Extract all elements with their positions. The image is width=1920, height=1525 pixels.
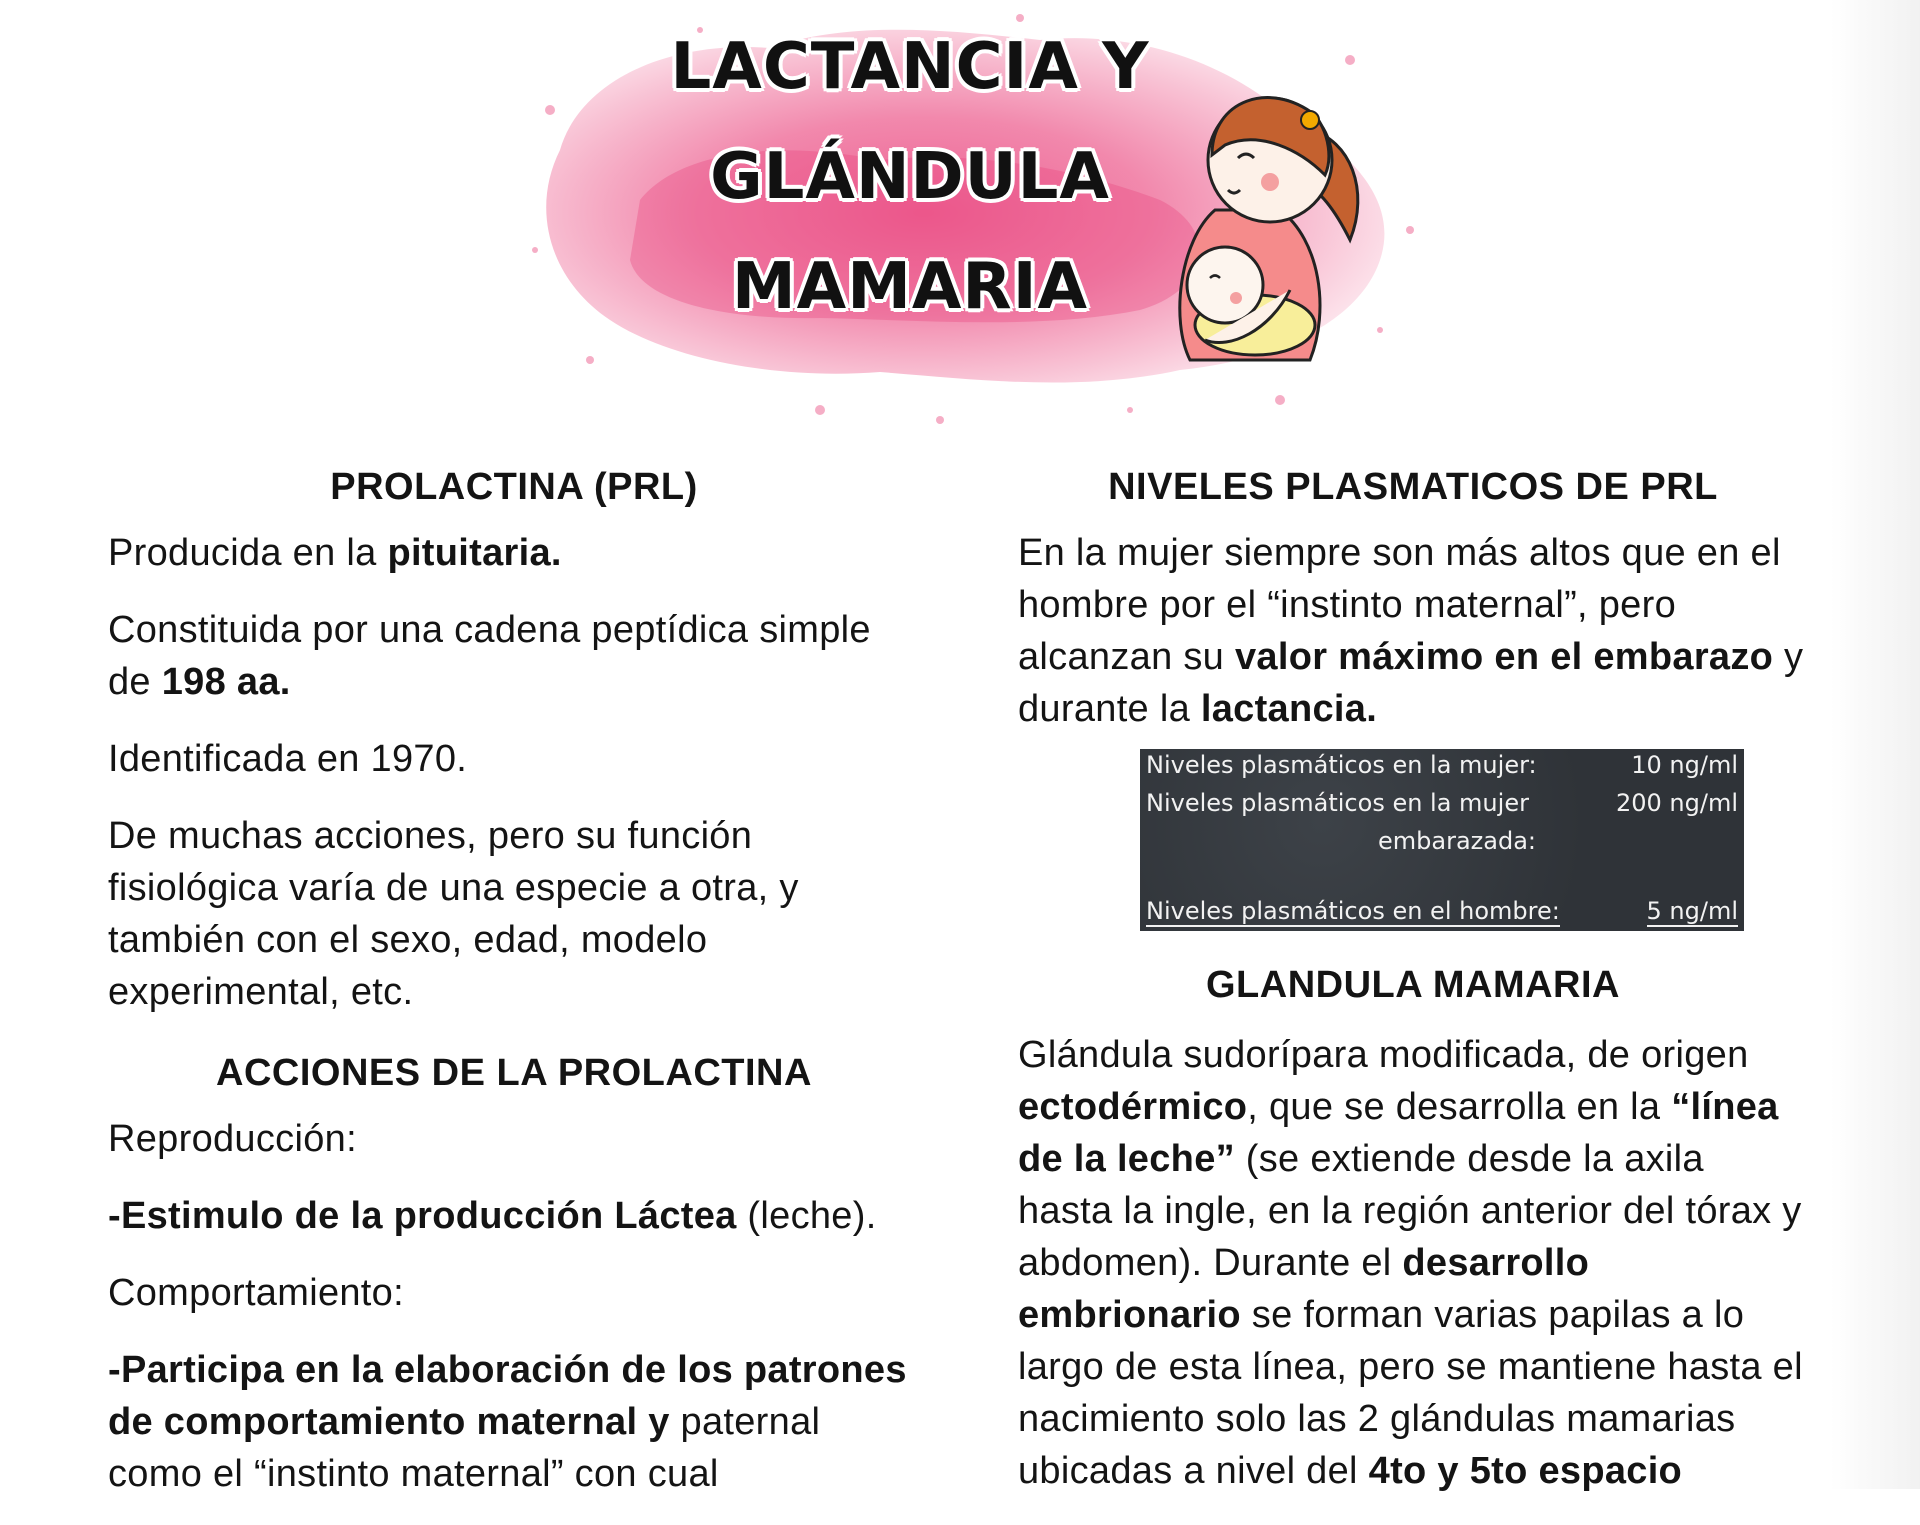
header-banner bbox=[520, 0, 1440, 440]
left-column bbox=[108, 455, 920, 1525]
niveles-paragraph: En la mujer siempre son más altos que en el hombre por el “instinto maternal”, pero alcanzan su valor máximo en el embarazo y durante la lactancia. bbox=[1018, 532, 1804, 730]
estimulo-paragraph: -Estimulo de la producción Láctea (leche). bbox=[108, 1195, 877, 1237]
table-row-label: Niveles plasmáticos en la mujer bbox=[1146, 789, 1529, 817]
acciones-heading: ACCIONES DE LA PROLACTINA bbox=[216, 1052, 812, 1094]
title-line-2: GLÁNDULA bbox=[710, 140, 1110, 214]
prolactina-structure-paragraph: Constituida por una cadena peptídica simple de 198 aa. bbox=[108, 609, 871, 703]
page-edge-shadow bbox=[1830, 0, 1920, 1489]
prolactina-identified-paragraph: Identificada en 1970. bbox=[108, 738, 468, 780]
comportamiento-label: Comportamiento: bbox=[108, 1272, 404, 1314]
table-row-value: 10 ng/ml bbox=[1631, 751, 1738, 779]
reproduccion-label: Reproducción: bbox=[108, 1118, 357, 1160]
table-row-value: 5 ng/ml bbox=[1646, 897, 1738, 925]
table-row-value: 200 ng/ml bbox=[1615, 789, 1738, 817]
table-row-label: Niveles plasmáticos en la mujer: bbox=[1146, 751, 1537, 779]
prl-levels-table bbox=[1140, 749, 1744, 931]
table-row-label: Niveles plasmáticos en el hombre: bbox=[1146, 897, 1560, 925]
glandula-heading: GLANDULA MAMARIA bbox=[1206, 964, 1620, 1006]
title-line-3: MAMARIA bbox=[731, 250, 1089, 324]
right-column bbox=[1018, 455, 1808, 1522]
table-row-label-continued: embarazada: bbox=[1378, 827, 1536, 855]
prolactina-function-paragraph: De muchas acciones, pero su función fisiológica varía de una especie a otra, y también con el sexo, edad, modelo experimental, etc. bbox=[108, 815, 799, 1013]
participa-paragraph: -Participa en la elaboración de los patrones de comportamiento maternal y paternal como el “instinto maternal” con cual bbox=[108, 1349, 907, 1495]
niveles-heading: NIVELES PLASMATICOS DE PRL bbox=[1108, 466, 1718, 508]
prolactina-heading: PROLACTINA (PRL) bbox=[330, 466, 698, 508]
prolactina-origin-paragraph: Producida en la pituitaria. bbox=[108, 532, 562, 574]
title-line-1: LACTANCIA Y bbox=[670, 30, 1150, 104]
glandula-paragraph: Glándula sudorípara modificada, de origen ectodérmico, que se desarrolla en la “línea de la leche” (se extiende desde la axila hasta la ingle, en la región anterior del tórax y abdomen). Durante el desarrollo embrionario se forman varias papilas a lo largo de esta línea, pero se mantiene hasta el nacimiento solo las 2 glándulas mamarias ubicadas a nivel del 4to y 5to espacio bbox=[1018, 1034, 1803, 1492]
